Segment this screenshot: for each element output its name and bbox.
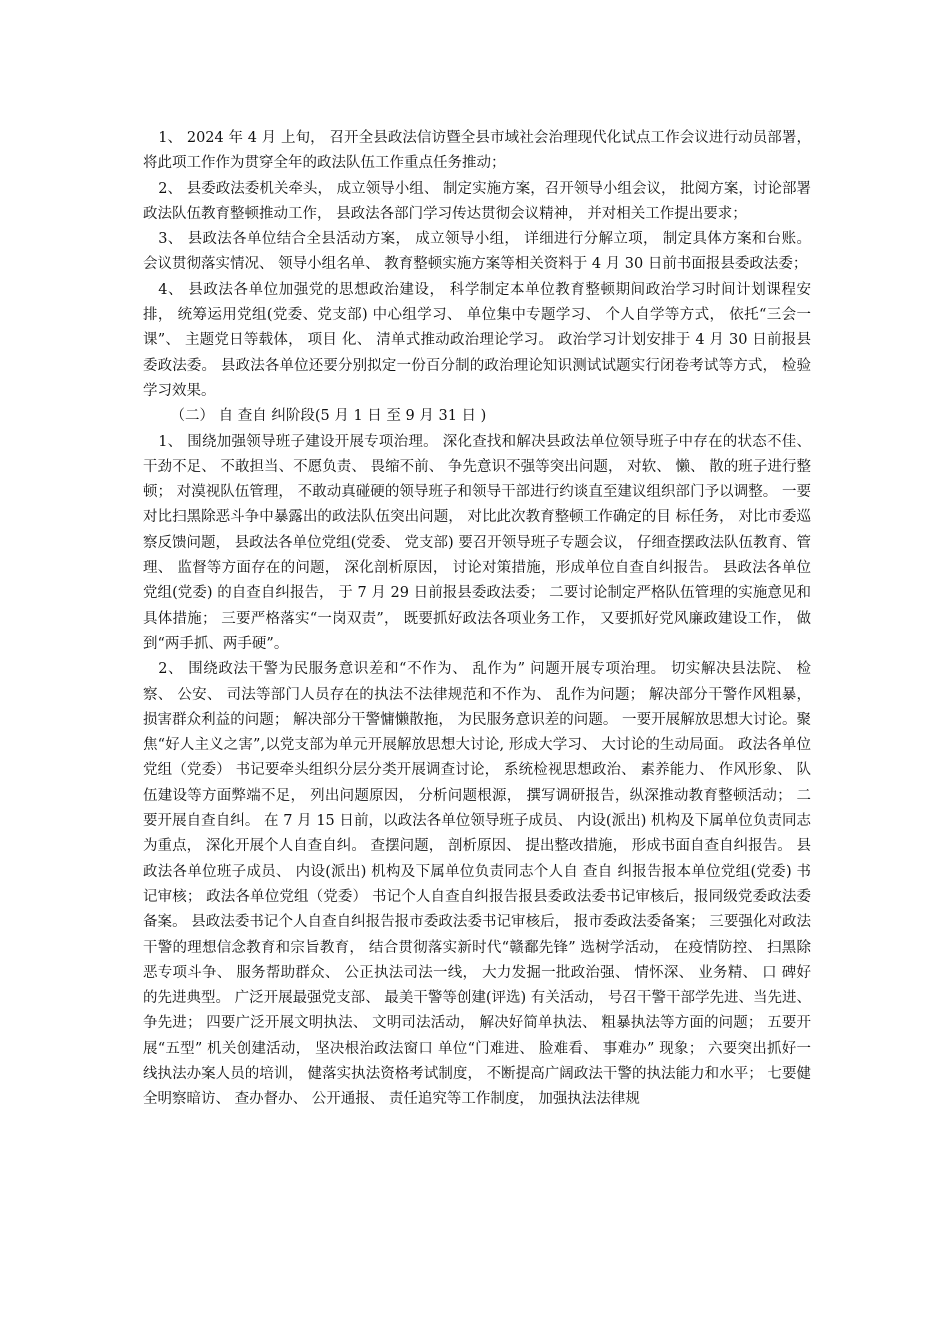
section-paragraph-2: 2、 围绕政法干警为民服务意识差和“不作为、 乱作为” 问题开展专项治理。 切实解决县法院、 检察、 公安、 司法等部门人员存在的执法不法律规范和不作为、 乱作为问题； 解决部分干警作风粗暴， 损害群众利益的问题； 解决部分干警慵懒散拖， 为民服务意识差的问题。 一要开展解放思想大讨论。聚焦“好人主义之害”,以党支部为单元开展解放思想大讨论, 形成大学习、 大讨论的生动局面。 政法各单位党组（党委） 书记要牵头组织分层分类开展调查讨论， 系统检视思想政治、 素养能力、 作风形象、 队伍建设等方面弊端不足， 列出问题原因， 分析问题根源， 撰写调研报告，纵深推动教育整顿活动； 二要开展自查自纠。 在 7 月 15 日前，以政法各单位领导班子成员、 内设(派出) 机构及下属单位负责同志为重点， 深化开展个人自查自纠。 查摆问题， 剖析原因、 提出整改措施， 形成书面自查自纠报告。 县政法各单位班子成员、 内设(派出) 机构及下属单位负责同志个人自 查自 纠报告报本单位党组(党委) 书记审核； 政法各单位党组（党委） 书记个人自查自纠报告报县委政法委书记审核后，报同级党委政法委备案。 县政法委书记个人自查自纠报告报市委政法委书记审核后， 报市委政法委备案； 三要强化对政法干警的理想信念教育和宗旨教育， 结合贯彻落实新时代“赣鄱先锋” 选树学活动， 在疫情防控、 扫黑除恶专项斗争、 服务帮助群众、 公正执法司法一线， 大力发掘一批政治强、 情怀深、 业务精、 口 碑好的先进典型。 广泛开展最强党支部、 最美干警等创建(评选) 有关活动， 号召干警干部学先进、当先进、 争先进； 四要广泛开展文明执法、 文明司法活动， 解决好简单执法、 粗暴执法等方面的问题； 五要开展“五型” 机关创建活动， 坚决根治政法窗口 单位“门难进、 脸难看、 事难办” 现象； 六要突出抓好一线执法办案人员的培训， 健落实执法资格考试制度， 不断提高广阔政法干警的执法能力和水平； 七要健全明察暗访、 查办督办、 公开通报、 责任追究等工作制度， 加强执法法律规 (143, 661, 811, 1108)
paragraph-3: 3、 县政法各单位结合全县活动方案， 成立领导小组， 详细进行分解立项， 制定具体方案和台账。 会议贯彻落实情况、 领导小组名单、 教育整顿实施方案等相关资料于 4 月 30 日前书面报县委政法委； (143, 231, 811, 273)
document-page (143, 126, 811, 1113)
paragraph-2: 2、 县委政法委机关牵头， 成立领导小组、 制定实施方案，召开领导小组会议， 批阅方案，讨论部署政法队伍教育整顿推动工作， 县政法各部门学习传达贯彻会议精神， 并对相关工作提出要求； (143, 180, 811, 222)
section-heading: （二） 自 查自 纠阶段(5 月 1 日 至 9 月 31 日 ) (170, 408, 487, 425)
paragraph-4: 4、 县政法各单位加强党的思想政治建设， 科学制定本单位教育整顿期间政治学习时间计划课程安排， 统筹运用党组(党委、党支部) 中心组学习、 单位集中专题学习、 个人自学等方式， 依托“三会一课”、 主题党日等载体， 项目 化、 清单式推动政治理论学习。 政治学习计划安排于 4 月 30 日前报县委政法委。 县政法各单位还要分别拟定一份百分制的政治理论知识测试试题实行闭卷考试等方式， 检验学习效果。 (143, 281, 811, 399)
section-paragraph-1: 1、 围绕加强领导班子建设开展专项治理。 深化查找和解决县政法单位领导班子中存在的状态不佳、 干劲不足、 不敢担当、不愿负责、 畏缩不前、 争先意识不强等突出问题， 对软、 懒、 散的班子进行整顿； 对漠视队伍管理， 不敢动真碰硬的领导班子和领导干部进行约谈直至建议组织部门予以调整。 一要对比扫黑除恶斗争中暴露出的政法队伍突出问题， 对比此次教育整顿工作确定的目 标任务， 对比市委巡察反馈问题， 县政法各单位党组(党委、 党支部) 要召开领导班子专题会议， 仔细查摆政法队伍教育、管理、 监督等方面存在的问题， 深化剖析原因， 讨论对策措施，形成单位自查自纠报告。 县政法各单位党组(党委) 的自查自纠报告， 于 7 月 29 日前报县委政法委； 二要讨论制定严格队伍管理的实施意见和具体措施； 三要严格落实“一岗双责”， 既要抓好政法各项业务工作， 又要抓好党风廉政建设工作， 做到“两手抓、两手硬”。 (143, 433, 811, 652)
paragraph-1: 1、 2024 年 4 月 上旬， 召开全县政法信访暨全县市域社会治理现代化试点工作会议进行动员部署， 将此项工作作为贯穿全年的政法队伍工作重点任务推动； (143, 130, 811, 172)
